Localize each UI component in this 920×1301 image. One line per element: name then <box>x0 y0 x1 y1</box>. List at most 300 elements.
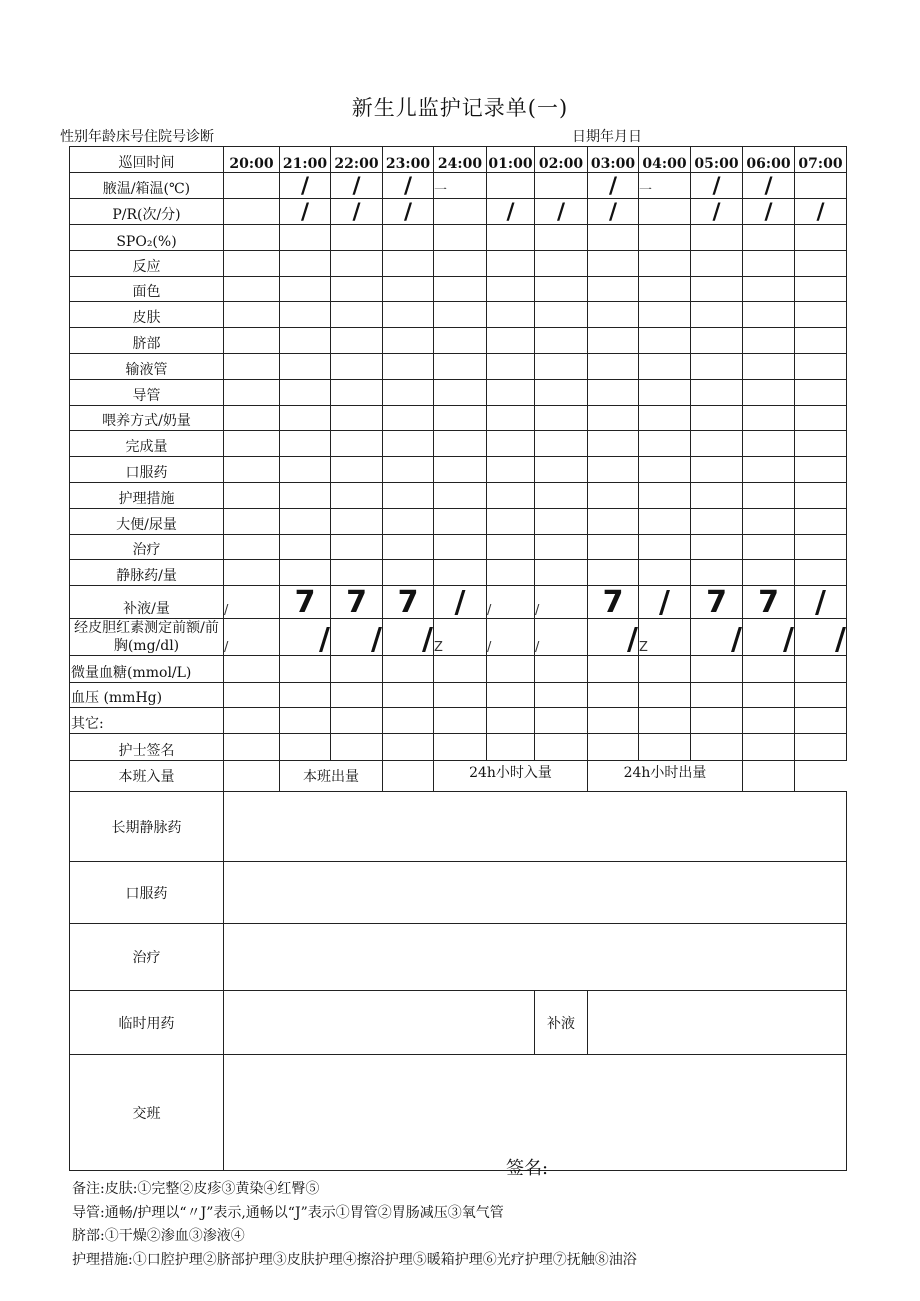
mark-cell[interactable] <box>639 328 691 354</box>
mark-cell[interactable] <box>383 302 434 328</box>
mark-cell[interactable] <box>487 328 535 354</box>
temp-drug-label: 临时用药 <box>70 991 224 1055</box>
mark-cell[interactable] <box>224 535 280 560</box>
mark-cell[interactable] <box>743 277 795 302</box>
mark-cell[interactable] <box>434 277 487 302</box>
mark-cell[interactable] <box>383 457 434 483</box>
mark-cell[interactable] <box>434 225 487 251</box>
mark-cell[interactable] <box>691 483 743 509</box>
mark-cell[interactable] <box>691 277 743 302</box>
mark-cell[interactable] <box>691 302 743 328</box>
mark-cell[interactable] <box>280 380 331 406</box>
mark-cell[interactable] <box>434 354 487 380</box>
mark-cell[interactable]: / <box>280 619 331 656</box>
mark-cell[interactable] <box>224 277 280 302</box>
mark-cell[interactable]: / <box>535 199 588 225</box>
table-row <box>70 560 847 586</box>
mark-cell[interactable] <box>639 406 691 431</box>
mark-cell[interactable]: / <box>224 586 280 619</box>
mark-cell[interactable] <box>535 380 588 406</box>
mark-cell[interactable] <box>224 380 280 406</box>
mark-cell[interactable] <box>331 406 383 431</box>
mark-cell[interactable] <box>383 483 434 509</box>
mark-cell[interactable] <box>639 509 691 535</box>
date-info-line: 日期年月日 <box>572 129 642 145</box>
mark-cell[interactable] <box>639 483 691 509</box>
mark-cell[interactable]: / <box>691 619 743 656</box>
mark-cell[interactable] <box>487 225 535 251</box>
mark-cell[interactable] <box>487 734 535 761</box>
mark-cell[interactable]: 7 <box>280 586 331 619</box>
mark-cell[interactable]: / <box>331 619 383 656</box>
mark-cell[interactable] <box>795 734 847 761</box>
mark-cell[interactable] <box>743 457 795 483</box>
mark-cell[interactable] <box>743 328 795 354</box>
mark-cell[interactable] <box>743 656 795 683</box>
mark-cell[interactable] <box>487 251 535 277</box>
mark-cell[interactable] <box>639 302 691 328</box>
mark-cell[interactable] <box>588 328 639 354</box>
mark-cell[interactable] <box>331 302 383 328</box>
long-iv-section-content[interactable] <box>224 792 847 862</box>
mark-cell[interactable]: 7 <box>383 586 434 619</box>
mark-cell[interactable]: / <box>434 586 487 619</box>
mark-cell[interactable] <box>224 483 280 509</box>
mark-cell[interactable] <box>383 535 434 560</box>
mark-cell[interactable] <box>639 457 691 483</box>
mark-cell[interactable] <box>639 277 691 302</box>
mark-cell[interactable]: / <box>743 199 795 225</box>
mark-cell[interactable]: / <box>331 199 383 225</box>
row-label: 治疗 <box>70 535 224 560</box>
mark-cell[interactable] <box>535 708 588 734</box>
mark-cell[interactable] <box>691 535 743 560</box>
shift-intake-value[interactable] <box>224 761 280 792</box>
mark-cell[interactable] <box>224 251 280 277</box>
mark-cell[interactable] <box>535 302 588 328</box>
mark-cell[interactable] <box>434 457 487 483</box>
mark-cell[interactable] <box>331 277 383 302</box>
mark-cell[interactable] <box>383 354 434 380</box>
mark-cell[interactable] <box>280 225 331 251</box>
oral-medicine-section-content[interactable] <box>224 862 847 924</box>
mark-cell[interactable]: 7 <box>743 586 795 619</box>
mark-cell[interactable]: 7 <box>691 586 743 619</box>
mark-cell[interactable] <box>795 683 847 708</box>
mark-cell[interactable] <box>691 431 743 457</box>
treatment-section-content[interactable] <box>224 924 847 991</box>
mark-cell[interactable] <box>434 251 487 277</box>
mark-cell[interactable]: / <box>588 619 639 656</box>
mark-cell[interactable] <box>639 380 691 406</box>
mark-cell[interactable] <box>535 277 588 302</box>
mark-cell[interactable] <box>224 708 280 734</box>
mark-cell[interactable] <box>588 535 639 560</box>
mark-cell[interactable] <box>588 354 639 380</box>
table-row <box>70 302 847 328</box>
mark-cell[interactable] <box>487 457 535 483</box>
patient-info-line: 性别年龄床号住院号诊断 <box>60 129 214 145</box>
mark-cell[interactable] <box>280 277 331 302</box>
mark-cell[interactable]: / <box>487 619 535 656</box>
mark-cell[interactable] <box>795 225 847 251</box>
mark-cell[interactable]: / <box>383 173 434 199</box>
mark-cell[interactable] <box>588 431 639 457</box>
mark-cell[interactable] <box>588 708 639 734</box>
mark-cell[interactable]: / <box>280 199 331 225</box>
mark-cell[interactable] <box>487 683 535 708</box>
mark-cell[interactable] <box>639 225 691 251</box>
mark-cell[interactable] <box>588 302 639 328</box>
mark-cell[interactable] <box>487 483 535 509</box>
mark-cell[interactable] <box>588 560 639 586</box>
mark-cell[interactable] <box>434 708 487 734</box>
mark-cell[interactable] <box>639 431 691 457</box>
mark-cell[interactable]: / <box>795 199 847 225</box>
mark-cell[interactable]: / <box>639 586 691 619</box>
mark-cell[interactable] <box>331 225 383 251</box>
mark-cell[interactable] <box>224 354 280 380</box>
mark-cell[interactable] <box>280 354 331 380</box>
mark-cell[interactable] <box>434 328 487 354</box>
mark-cell[interactable] <box>280 708 331 734</box>
note-nursing-measures: 护理措施:①口腔护理②脐部护理③皮肤护理④擦浴护理⑤暖箱护理⑥光疗护理⑦抚触⑧油浴 <box>72 1251 637 1268</box>
mark-cell[interactable] <box>487 173 535 199</box>
mark-cell[interactable] <box>795 560 847 586</box>
time-col-header: 01:00 <box>487 147 535 173</box>
mark-cell[interactable] <box>535 683 588 708</box>
mark-cell[interactable] <box>691 380 743 406</box>
mark-cell[interactable] <box>743 406 795 431</box>
table-row <box>70 354 847 380</box>
time-col-header: 20:00 <box>224 147 280 173</box>
mark-cell[interactable] <box>691 683 743 708</box>
mark-cell[interactable] <box>639 734 691 761</box>
mark-cell[interactable] <box>434 199 487 225</box>
mark-cell[interactable] <box>795 535 847 560</box>
mark-cell[interactable]: / <box>535 619 588 656</box>
mark-cell[interactable] <box>691 328 743 354</box>
table-row <box>70 225 847 251</box>
mark-cell[interactable] <box>487 380 535 406</box>
mark-cell[interactable] <box>795 277 847 302</box>
mark-cell[interactable] <box>331 560 383 586</box>
table-row <box>70 406 847 431</box>
row-label: 静脉药/量 <box>70 560 224 586</box>
mark-cell[interactable] <box>280 656 331 683</box>
mark-cell[interactable] <box>224 328 280 354</box>
mark-cell[interactable] <box>331 251 383 277</box>
fluid-content[interactable] <box>588 991 847 1055</box>
mark-cell[interactable] <box>743 734 795 761</box>
mark-cell[interactable] <box>795 173 847 199</box>
mark-cell[interactable] <box>487 406 535 431</box>
mark-cell[interactable] <box>691 656 743 683</box>
mark-cell[interactable] <box>588 406 639 431</box>
mark-cell[interactable]: / <box>487 199 535 225</box>
mark-cell[interactable]: 一 <box>434 173 487 199</box>
mark-cell[interactable] <box>331 354 383 380</box>
mark-cell[interactable] <box>588 225 639 251</box>
summary-row <box>70 761 847 792</box>
mark-cell[interactable] <box>535 354 588 380</box>
mark-cell[interactable] <box>331 483 383 509</box>
mark-cell[interactable] <box>691 354 743 380</box>
mark-cell[interactable] <box>743 251 795 277</box>
mark-cell[interactable] <box>743 683 795 708</box>
mark-cell[interactable] <box>280 457 331 483</box>
mark-cell[interactable] <box>280 251 331 277</box>
mark-cell[interactable]: 一 <box>639 173 691 199</box>
mark-cell[interactable] <box>795 354 847 380</box>
mark-cell[interactable]: / <box>795 619 847 656</box>
mark-cell[interactable] <box>639 251 691 277</box>
mark-cell[interactable]: / <box>588 199 639 225</box>
mark-cell[interactable] <box>535 431 588 457</box>
mark-cell[interactable]: / <box>383 619 434 656</box>
row-label: 皮肤 <box>70 302 224 328</box>
mark-cell[interactable] <box>795 431 847 457</box>
mark-cell[interactable] <box>535 535 588 560</box>
mark-cell[interactable] <box>383 683 434 708</box>
mark-cell[interactable] <box>535 734 588 761</box>
mark-cell[interactable] <box>535 509 588 535</box>
time-col-header: 06:00 <box>743 147 795 173</box>
mark-cell[interactable] <box>434 302 487 328</box>
mark-cell[interactable] <box>639 535 691 560</box>
mark-cell[interactable] <box>331 656 383 683</box>
table-row <box>70 509 847 535</box>
intake-24h-label: 24h小时入量 <box>434 761 588 792</box>
mark-cell[interactable] <box>383 406 434 431</box>
mark-cell[interactable] <box>383 380 434 406</box>
mark-cell[interactable] <box>487 277 535 302</box>
mark-cell[interactable] <box>691 509 743 535</box>
mark-cell[interactable] <box>487 656 535 683</box>
mark-cell[interactable] <box>588 277 639 302</box>
time-col-header: 22:00 <box>331 147 383 173</box>
time-col-header: 05:00 <box>691 147 743 173</box>
mark-cell[interactable] <box>795 483 847 509</box>
mark-cell[interactable] <box>280 328 331 354</box>
row-label: 口服药 <box>70 457 224 483</box>
mark-cell[interactable]: / <box>487 586 535 619</box>
mark-cell[interactable] <box>487 431 535 457</box>
mark-cell[interactable] <box>383 509 434 535</box>
mark-cell[interactable] <box>331 431 383 457</box>
mark-cell[interactable] <box>639 560 691 586</box>
mark-cell[interactable] <box>383 708 434 734</box>
mark-cell[interactable] <box>383 431 434 457</box>
shift-output-value[interactable] <box>383 761 434 792</box>
mark-cell[interactable] <box>743 483 795 509</box>
mark-cell[interactable] <box>280 302 331 328</box>
mark-cell[interactable] <box>639 354 691 380</box>
mark-cell[interactable] <box>795 406 847 431</box>
mark-cell[interactable] <box>331 683 383 708</box>
mark-cell[interactable] <box>224 683 280 708</box>
mark-cell[interactable] <box>383 734 434 761</box>
mark-cell[interactable] <box>224 302 280 328</box>
mark-cell[interactable] <box>588 380 639 406</box>
mark-cell[interactable] <box>795 708 847 734</box>
mark-cell[interactable] <box>280 483 331 509</box>
mark-cell[interactable] <box>691 457 743 483</box>
mark-cell[interactable] <box>280 535 331 560</box>
mark-cell[interactable] <box>487 302 535 328</box>
mark-cell[interactable] <box>588 683 639 708</box>
mark-cell[interactable]: / <box>535 586 588 619</box>
mark-cell[interactable] <box>224 734 280 761</box>
mark-cell[interactable] <box>224 656 280 683</box>
mark-cell[interactable] <box>434 656 487 683</box>
mark-cell[interactable] <box>383 251 434 277</box>
mark-cell[interactable] <box>588 483 639 509</box>
table-row <box>70 586 847 619</box>
mark-cell[interactable] <box>383 560 434 586</box>
mark-cell[interactable]: / <box>588 173 639 199</box>
fluid-label: 补液 <box>535 991 588 1055</box>
mark-cell[interactable] <box>280 406 331 431</box>
mark-cell[interactable] <box>434 406 487 431</box>
mark-cell[interactable] <box>434 483 487 509</box>
mark-cell[interactable] <box>224 457 280 483</box>
mark-cell[interactable]: 7 <box>588 586 639 619</box>
mark-cell[interactable] <box>691 708 743 734</box>
mark-cell[interactable] <box>743 225 795 251</box>
mark-cell[interactable]: / <box>691 199 743 225</box>
mark-cell[interactable]: / <box>795 586 847 619</box>
mark-cell[interactable]: / <box>383 199 434 225</box>
mark-cell[interactable] <box>535 173 588 199</box>
mark-cell[interactable] <box>743 302 795 328</box>
row-label: 护理措施 <box>70 483 224 509</box>
output-24h-value[interactable] <box>743 761 795 792</box>
mark-cell[interactable] <box>331 734 383 761</box>
mark-cell[interactable] <box>743 431 795 457</box>
row-label: 血压 (mmHg) <box>70 683 224 708</box>
mark-cell[interactable] <box>434 683 487 708</box>
mark-cell[interactable] <box>639 683 691 708</box>
mark-cell[interactable] <box>224 406 280 431</box>
mark-cell[interactable]: Z <box>434 619 487 656</box>
mark-cell[interactable] <box>434 509 487 535</box>
mark-cell[interactable] <box>795 302 847 328</box>
mark-cell[interactable] <box>795 251 847 277</box>
mark-cell[interactable] <box>224 431 280 457</box>
mark-cell[interactable] <box>588 457 639 483</box>
mark-cell[interactable] <box>383 277 434 302</box>
temp-drug-content[interactable] <box>224 991 535 1055</box>
mark-cell[interactable] <box>691 251 743 277</box>
mark-cell[interactable] <box>280 509 331 535</box>
mark-cell[interactable] <box>743 380 795 406</box>
mark-cell[interactable] <box>743 560 795 586</box>
mark-cell[interactable]: / <box>224 619 280 656</box>
mark-cell[interactable] <box>795 656 847 683</box>
mark-cell[interactable] <box>487 354 535 380</box>
mark-cell[interactable] <box>795 328 847 354</box>
mark-cell[interactable] <box>588 251 639 277</box>
mark-cell[interactable] <box>224 509 280 535</box>
mark-cell[interactable]: Z <box>639 619 691 656</box>
mark-cell[interactable] <box>535 656 588 683</box>
row-label: 输液管 <box>70 354 224 380</box>
treatment-section <box>70 924 847 991</box>
mark-cell[interactable] <box>535 225 588 251</box>
mark-cell[interactable] <box>535 251 588 277</box>
mark-cell[interactable] <box>280 560 331 586</box>
mark-cell[interactable] <box>639 656 691 683</box>
mark-cell[interactable] <box>795 509 847 535</box>
mark-cell[interactable] <box>535 406 588 431</box>
mark-cell[interactable] <box>383 656 434 683</box>
mark-cell[interactable] <box>434 734 487 761</box>
mark-cell[interactable] <box>383 328 434 354</box>
mark-cell[interactable] <box>535 328 588 354</box>
mark-cell[interactable] <box>743 509 795 535</box>
mark-cell[interactable]: / <box>331 173 383 199</box>
mark-cell[interactable] <box>280 734 331 761</box>
mark-cell[interactable] <box>535 560 588 586</box>
mark-cell[interactable] <box>691 406 743 431</box>
mark-cell[interactable] <box>331 535 383 560</box>
mark-cell[interactable] <box>434 380 487 406</box>
mark-cell[interactable] <box>795 457 847 483</box>
mark-cell[interactable] <box>535 483 588 509</box>
mark-cell[interactable] <box>743 708 795 734</box>
mark-cell[interactable] <box>487 708 535 734</box>
mark-cell[interactable] <box>434 560 487 586</box>
mark-cell[interactable]: / <box>743 619 795 656</box>
mark-cell[interactable] <box>331 380 383 406</box>
mark-cell[interactable] <box>224 173 280 199</box>
mark-cell[interactable] <box>639 199 691 225</box>
mark-cell[interactable] <box>280 683 331 708</box>
mark-cell[interactable] <box>224 199 280 225</box>
mark-cell[interactable] <box>639 708 691 734</box>
mark-cell[interactable] <box>691 225 743 251</box>
mark-cell[interactable] <box>588 734 639 761</box>
mark-cell[interactable] <box>331 328 383 354</box>
mark-cell[interactable] <box>434 431 487 457</box>
mark-cell[interactable] <box>691 734 743 761</box>
mark-cell[interactable] <box>280 431 331 457</box>
mark-cell[interactable] <box>795 380 847 406</box>
mark-cell[interactable] <box>535 457 588 483</box>
mark-cell[interactable] <box>383 225 434 251</box>
mark-cell[interactable] <box>588 656 639 683</box>
mark-cell[interactable]: / <box>280 173 331 199</box>
mark-cell[interactable] <box>224 225 280 251</box>
mark-cell[interactable] <box>331 457 383 483</box>
mark-cell[interactable]: / <box>691 173 743 199</box>
mark-cell[interactable] <box>224 560 280 586</box>
mark-cell[interactable] <box>331 708 383 734</box>
mark-cell[interactable]: / <box>743 173 795 199</box>
mark-cell[interactable] <box>487 560 535 586</box>
mark-cell[interactable] <box>487 535 535 560</box>
mark-cell[interactable] <box>743 535 795 560</box>
mark-cell[interactable]: 7 <box>331 586 383 619</box>
mark-cell[interactable] <box>691 560 743 586</box>
mark-cell[interactable] <box>434 535 487 560</box>
table-row <box>70 431 847 457</box>
mark-cell[interactable] <box>331 509 383 535</box>
mark-cell[interactable] <box>588 509 639 535</box>
mark-cell[interactable] <box>743 354 795 380</box>
mark-cell[interactable] <box>487 509 535 535</box>
